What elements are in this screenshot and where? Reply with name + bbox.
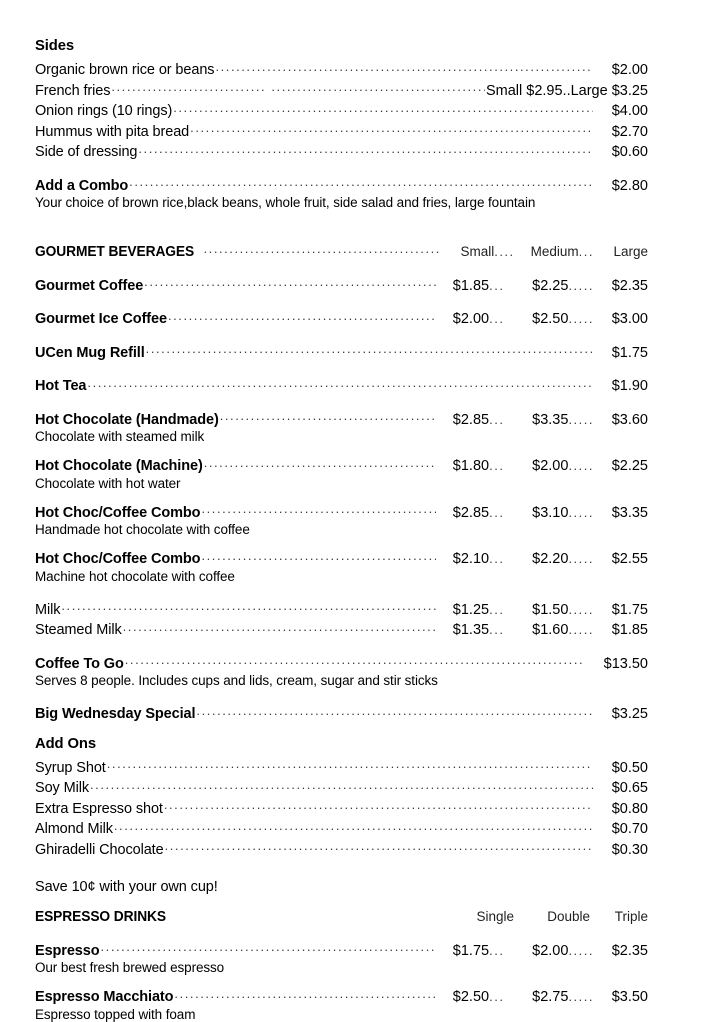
dot-leader xyxy=(138,140,593,156)
item-name: Hot Chocolate (Machine) xyxy=(35,458,203,474)
price-small: $2.85 xyxy=(452,504,490,521)
menu-item-block xyxy=(35,985,648,1022)
column-header-group xyxy=(442,245,648,259)
dot-leader xyxy=(107,756,593,772)
menu-row xyxy=(35,756,648,776)
menu-row xyxy=(35,939,648,959)
item-description: Handmade hot chocolate with coffee xyxy=(35,522,250,537)
column-header-large: Large xyxy=(613,244,648,259)
dot-leader xyxy=(101,939,437,955)
dot-leader xyxy=(204,454,436,470)
price-triple: $3.50 xyxy=(611,989,648,1005)
price-group xyxy=(586,657,648,672)
item-name: Gourmet Ice Coffee xyxy=(35,311,167,327)
dot-leader xyxy=(114,817,593,833)
item-description: Your choice of brown rice,black beans, whole fruit, side salad and fries, large fountain xyxy=(35,195,536,210)
column-header-single: Single xyxy=(476,909,514,924)
price-group xyxy=(594,822,648,837)
price-single: $2.50 xyxy=(452,989,490,1005)
price-single: $1.75 xyxy=(452,942,490,959)
price-large: $1.85 xyxy=(611,622,648,638)
price-small: $2.85 xyxy=(452,411,490,428)
section-heading-gourmet-beverages: GOURMET BEVERAGES xyxy=(35,244,195,260)
dot-leader xyxy=(196,702,593,718)
item-description: Chocolate with steamed milk xyxy=(35,429,205,444)
menu-item-block xyxy=(35,652,648,689)
price-group xyxy=(594,781,648,796)
column-header-small: Small xyxy=(460,244,495,259)
price-group xyxy=(437,623,648,638)
item-price: $3.25 xyxy=(611,706,648,722)
item-name: Milk xyxy=(35,601,61,618)
item-price: $1.90 xyxy=(611,378,648,394)
menu-row xyxy=(35,99,648,119)
dot-leader xyxy=(90,776,593,792)
price-group xyxy=(594,761,648,776)
column-header-medium: Medium xyxy=(530,244,579,259)
item-name: Side of dressing xyxy=(35,144,138,160)
item-name: Organic brown rice or beans xyxy=(35,62,215,78)
price-medium: $2.00 xyxy=(532,458,569,474)
column-header-triple: Triple xyxy=(614,909,648,924)
price-medium: $3.35 xyxy=(532,411,569,428)
price-medium: $1.50 xyxy=(532,601,569,618)
menu-row xyxy=(35,140,648,160)
item-description: Chocolate with hot water xyxy=(35,475,181,491)
item-name: Hot Tea xyxy=(35,378,87,394)
menu-item-block xyxy=(35,501,648,538)
item-name: Gourmet Coffee xyxy=(35,277,144,294)
dot-leader xyxy=(174,905,445,921)
price-group xyxy=(437,944,648,959)
dot-leader xyxy=(201,501,436,517)
menu-row xyxy=(35,598,648,618)
price-group xyxy=(594,346,648,361)
item-price: $0.60 xyxy=(611,144,648,160)
section-heading-espresso-drinks: ESPRESSO DRINKS xyxy=(35,909,167,925)
price-large: $2.55 xyxy=(611,551,648,567)
price-group xyxy=(594,179,648,194)
item-name: Espresso xyxy=(35,942,100,959)
column-header-double: Double xyxy=(547,909,590,924)
dot-leader xyxy=(204,240,442,256)
price-medium: $2.20 xyxy=(532,551,569,567)
item-price: Small $2.95..Large $3.25 xyxy=(485,82,648,99)
add-ons-item-list xyxy=(35,756,648,858)
dot-leader xyxy=(164,797,593,813)
menu-row xyxy=(35,797,648,817)
price-group xyxy=(437,506,648,521)
item-name: Ghiradelli Chocolate xyxy=(35,841,164,858)
price-large: $2.35 xyxy=(611,277,648,294)
dot-leader xyxy=(146,341,593,357)
menu-item-block xyxy=(35,408,648,445)
item-price: $4.00 xyxy=(611,103,648,119)
menu-row xyxy=(35,58,648,78)
item-price: $0.80 xyxy=(611,800,648,817)
item-name: Hot Choc/Coffee Combo xyxy=(35,504,201,521)
menu-row xyxy=(35,274,648,294)
add-a-combo-block xyxy=(35,174,648,211)
item-price: $0.30 xyxy=(611,841,648,858)
price-group xyxy=(594,802,648,817)
sides-item-list xyxy=(35,58,648,160)
item-price: $0.70 xyxy=(611,821,648,837)
price-small: $1.80 xyxy=(452,458,490,474)
price-large: $2.25 xyxy=(611,458,648,474)
price-small: $1.25 xyxy=(452,601,490,618)
menu-row xyxy=(35,702,648,722)
price-group xyxy=(594,63,648,78)
menu-row xyxy=(35,454,648,474)
dot-leader xyxy=(201,547,436,563)
menu-row xyxy=(35,985,648,1005)
dot-leader xyxy=(87,374,593,390)
item-name: Syrup Shot xyxy=(35,759,106,776)
item-name: Add a Combo xyxy=(35,177,129,194)
own-cup-discount-note: Save 10¢ with your own cup! xyxy=(35,879,218,895)
dot-leader xyxy=(174,985,436,1001)
item-price: $1.75 xyxy=(611,344,648,361)
item-name: Espresso Macchiato xyxy=(35,989,174,1005)
item-name: Hot Chocolate (Handmade) xyxy=(35,411,219,428)
item-price: $2.70 xyxy=(611,123,648,140)
price-medium: $1.60 xyxy=(532,622,569,638)
section-heading-gourmet-beverages-row xyxy=(35,240,648,260)
menu-row xyxy=(35,547,648,567)
item-name: Steamed Milk xyxy=(35,622,122,638)
item-price: $0.65 xyxy=(611,780,648,796)
item-description: Serves 8 people. Includes cups and lids, cream, sugar and stir sticks xyxy=(35,673,438,688)
item-name: Extra Espresso shot xyxy=(35,800,163,817)
item-name: UCen Mug Refill xyxy=(35,344,145,361)
dot-leader xyxy=(61,598,436,614)
price-small: $1.35 xyxy=(452,622,490,638)
price-group xyxy=(594,379,648,394)
menu-item-block xyxy=(35,939,648,976)
item-name: Coffee To Go xyxy=(35,655,124,672)
price-double: $2.00 xyxy=(532,942,569,959)
dot-leader xyxy=(173,99,593,115)
price-double: $2.75 xyxy=(532,989,569,1005)
price-group xyxy=(437,413,648,428)
menu-row xyxy=(35,79,648,99)
menu-row xyxy=(35,120,648,140)
price-triple: $2.35 xyxy=(611,942,648,959)
item-name: Hummus with pita bread xyxy=(35,123,190,140)
section-heading-sides: Sides xyxy=(35,38,74,54)
price-medium: $3.10 xyxy=(532,504,569,521)
menu-row xyxy=(35,838,648,858)
column-header-group xyxy=(446,910,648,924)
item-price: $13.50 xyxy=(603,655,648,672)
dot-leader xyxy=(215,58,593,74)
menu-row xyxy=(35,652,648,672)
price-small: $2.00 xyxy=(452,311,490,327)
price-group xyxy=(437,552,648,567)
menu-item-block xyxy=(35,454,648,491)
item-description: Our best fresh brewed espresso xyxy=(35,960,225,975)
menu-row xyxy=(35,307,648,327)
dot-leader xyxy=(220,408,436,424)
item-price: $0.50 xyxy=(611,759,648,776)
dot-leader xyxy=(168,307,436,323)
milk-item-list xyxy=(35,598,648,638)
menu-row xyxy=(35,501,648,521)
dot-leader xyxy=(111,79,485,95)
dot-leader xyxy=(125,652,585,668)
price-group xyxy=(437,279,648,294)
menu-row xyxy=(35,618,648,638)
menu-row xyxy=(35,817,648,837)
item-price: $2.00 xyxy=(611,62,648,78)
section-heading-espresso-drinks-row xyxy=(35,905,648,925)
item-price: $2.80 xyxy=(611,177,648,194)
price-small: $2.10 xyxy=(452,551,490,567)
price-group xyxy=(594,145,648,160)
item-description: Machine hot chocolate with coffee xyxy=(35,568,235,584)
dot-leader xyxy=(144,274,436,290)
price-group xyxy=(594,125,648,140)
item-description: Espresso topped with foam xyxy=(35,1006,196,1022)
price-group xyxy=(594,843,648,858)
item-name: Onion rings (10 rings) xyxy=(35,103,173,119)
price-small: $1.85 xyxy=(452,277,490,294)
item-name: Soy Milk xyxy=(35,780,89,796)
menu-item-block xyxy=(35,547,648,584)
price-large: $3.60 xyxy=(611,411,648,428)
price-medium: $2.25 xyxy=(532,277,569,294)
dot-leader xyxy=(165,838,593,854)
price-large: $3.00 xyxy=(611,311,648,327)
dot-leader xyxy=(123,618,436,634)
item-name: Almond Milk xyxy=(35,821,113,837)
menu-row xyxy=(35,408,648,428)
menu-row xyxy=(35,174,648,194)
price-group xyxy=(437,990,648,1005)
item-name: French fries xyxy=(35,82,111,99)
item-name: Big Wednesday Special xyxy=(35,706,196,722)
price-group xyxy=(486,84,648,99)
menu-row xyxy=(35,776,648,796)
item-name: Hot Choc/Coffee Combo xyxy=(35,551,201,567)
price-large: $1.75 xyxy=(611,601,648,618)
price-group xyxy=(437,459,648,474)
dot-leader xyxy=(129,174,593,190)
menu-row xyxy=(35,341,648,361)
price-group xyxy=(594,707,648,722)
price-group xyxy=(437,312,648,327)
section-heading-add-ons: Add Ons xyxy=(35,735,96,752)
price-group xyxy=(594,104,648,119)
price-large: $3.35 xyxy=(611,504,648,521)
dot-leader xyxy=(190,120,593,136)
price-medium: $2.50 xyxy=(532,311,569,327)
price-group xyxy=(437,603,648,618)
menu-row xyxy=(35,374,648,394)
